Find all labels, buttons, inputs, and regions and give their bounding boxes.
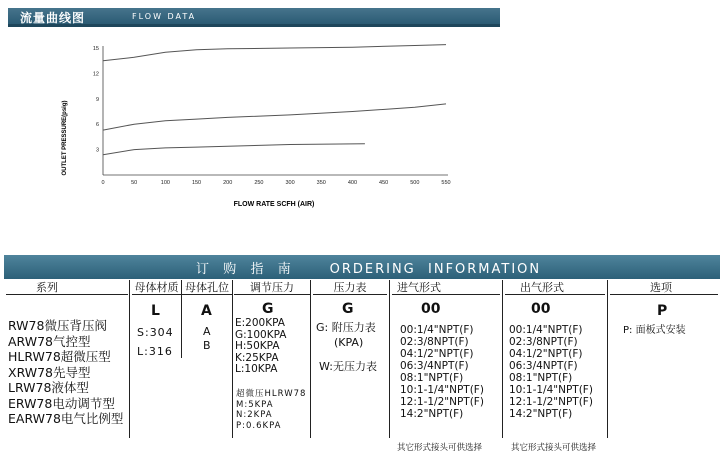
list-item: N:2KPA [236, 410, 273, 420]
ordering-title: 订 购 指 南 ORDERING INFORMATION [196, 262, 542, 277]
list-item: RW78微压背压阀 [8, 318, 107, 333]
list-item: XRW78先导型 [8, 364, 91, 380]
list-item: 10:1-1/4"NPT(F) [509, 384, 593, 396]
x-tick-label: 250 [254, 180, 264, 186]
pressure-sub-list [236, 389, 306, 431]
list-item: 14:2"NPT(F) [509, 408, 573, 420]
list-item: 10:1-1/4"NPT(F) [400, 384, 484, 396]
list-item: LRW78液体型 [8, 380, 89, 395]
gauge-item-2: (KPA) [334, 336, 364, 349]
x-tick-label: 300 [285, 180, 295, 186]
list-item: E:200KPA [235, 317, 285, 329]
list-item: 00:1/4"NPT(F) [400, 324, 474, 336]
gauge-item-3: W:无压力表 [319, 360, 377, 373]
header-series: 系列 [36, 281, 58, 294]
list-item: 14:2"NPT(F) [400, 408, 464, 420]
column-divider [310, 280, 311, 438]
list-item: G:100KPA [235, 328, 287, 341]
list-item: 02:3/8NPT(F) [400, 336, 469, 348]
list-item: EARW78电气比例型 [8, 411, 124, 426]
series-list [8, 318, 123, 427]
material-list [137, 323, 174, 361]
column-divider [129, 280, 130, 438]
pressure-sub-title: 超微压HLRW78 [236, 389, 307, 399]
list-item: L:10KPA [235, 363, 278, 375]
header-rule [505, 294, 605, 295]
header-rule [6, 294, 128, 295]
x-tick-label: 150 [191, 180, 202, 186]
inlet-note: 其它形式接头可供选择 [397, 443, 483, 453]
outlet-list [509, 324, 593, 420]
list-item: 12:1-1/2"NPT(F) [400, 396, 484, 408]
y-tick-label: 3 [95, 147, 99, 154]
list-item: 08:1"NPT(F) [400, 372, 464, 384]
x-tick-label: 200 [223, 180, 233, 186]
header-adjust-pressure: 调节压力 [250, 281, 294, 294]
y-tick-label: 12 [92, 71, 99, 78]
list-item: 12:1-1/2"NPT(F) [509, 396, 593, 408]
x-tick-label: 100 [160, 180, 170, 186]
list-item: HLRW78超微压型 [8, 349, 111, 364]
y-tick-label: 15 [92, 46, 99, 52]
list-item: K:25KPA [235, 351, 279, 364]
column-divider [502, 280, 503, 438]
column-divider [232, 280, 233, 438]
column-divider [607, 280, 608, 438]
x-tick-label: 450 [379, 180, 389, 186]
gauge-code: G [342, 301, 354, 317]
x-axis-label: FLOW RATE SCFH (AIR) [233, 201, 315, 208]
y-axis-label: OUTLET PRESSURE(psig) [62, 100, 68, 176]
option-item: P: 面板式安装 [623, 325, 686, 336]
header-body-material: 母体材质 [134, 281, 179, 294]
list-item: M:5KPA [236, 399, 274, 410]
x-tick-label: 500 [410, 180, 420, 186]
column-divider [181, 280, 182, 358]
inlet-code: 00 [421, 301, 441, 317]
x-tick-label: 0 [101, 180, 105, 186]
header-options: 选项 [650, 281, 672, 294]
option-code: P [657, 303, 668, 319]
header-rule [610, 294, 718, 295]
series-line [103, 144, 365, 155]
list-item: 06:3/4NPT(F) [400, 360, 469, 372]
flow-title-en: FLOW DATA [132, 12, 197, 21]
ordering-banner [4, 255, 720, 279]
x-tick-label: 50 [131, 180, 138, 186]
header-inlet: 进气形式 [397, 281, 441, 294]
x-tick-label: 350 [316, 180, 326, 186]
outlet-code: 00 [531, 301, 551, 317]
list-item: 02:3/8NPT(F) [509, 336, 578, 348]
list-item: L:316 [137, 345, 173, 358]
list-item: S:304 [137, 326, 174, 339]
material-code: L [151, 303, 160, 319]
gauge-item-1: G: 附压力表 [316, 321, 376, 334]
series-line [103, 45, 446, 61]
header-rule [313, 294, 387, 295]
outlet-note: 其它形式接头可供选择 [511, 443, 597, 453]
y-tick-label: 9 [95, 96, 99, 103]
hole-list [203, 325, 211, 353]
y-tick-label: 6 [95, 122, 99, 129]
list-item: 06:3/4NPT(F) [509, 360, 578, 372]
flow-title-cn: 流量曲线图 [20, 11, 86, 25]
header-body-hole: 母体孔位 [185, 281, 229, 294]
column-divider [389, 280, 390, 438]
header-gauge: 压力表 [333, 281, 367, 294]
x-tick-label: 550 [441, 180, 451, 186]
pressure-code: G [262, 301, 274, 317]
list-item: P:0.6KPA [236, 420, 282, 431]
hole-code: A [201, 303, 212, 319]
list-item: 08:1"NPT(F) [509, 372, 573, 384]
list-item: 04:1/2"NPT(F) [509, 348, 583, 360]
header-rule [392, 294, 500, 295]
header-rule [132, 294, 232, 295]
x-tick-label: 400 [347, 180, 358, 186]
list-item: A [203, 325, 211, 338]
header-outlet: 出气形式 [520, 281, 564, 294]
list-item: H:50KPA [235, 340, 280, 352]
inlet-list [400, 324, 484, 420]
list-item: B [203, 339, 211, 352]
list-item: ERW78电动调节型 [8, 395, 115, 411]
header-rule [234, 294, 310, 295]
list-item: ARW78气控型 [8, 333, 91, 349]
series-line [103, 104, 446, 130]
list-item: 04:1/2"NPT(F) [400, 348, 474, 360]
list-item: 00:1/4"NPT(F) [509, 324, 583, 336]
pressure-list [235, 318, 286, 376]
